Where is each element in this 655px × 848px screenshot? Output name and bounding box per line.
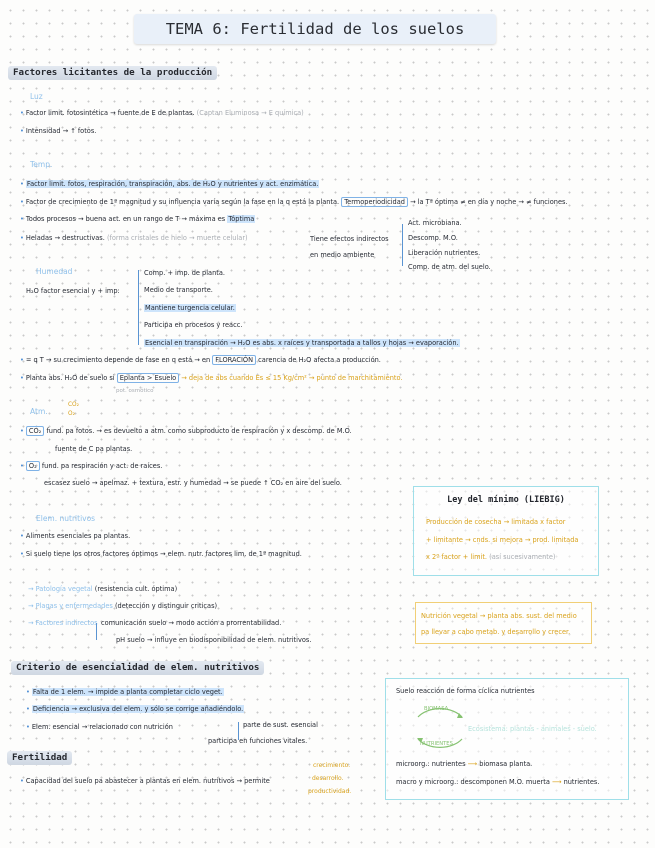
atm-co2-line: • CO₂ fund. pa fotos. → es devuelto a atm. como subproducto de respiración y x descomp. de M.O. (20, 428, 352, 435)
humedad-abs-sub: pot. osmótico (116, 388, 154, 394)
criterio-line-2: • Deficiencia → exclusiva del elem. y sólo se corrige añadiéndolo. (26, 706, 244, 713)
otros-line-3a: comunicación suelo → modo acción a prorrentabilidad. (101, 619, 282, 627)
fertilidad-out-2: desarrollo. (312, 775, 344, 782)
temp-efecto-3: Liberación nutrientes. (408, 249, 481, 257)
luz-line-1: • Factor limit. fotosintética → fuente de E de plantas. (Captan Eluminosa → E química) (20, 110, 304, 117)
temp-line-4: • Heladas → destructivas. (forma cristales de hielo → muerte celular) (20, 235, 248, 242)
temp-efectos-label-1: Tiene efectos indirectos (310, 235, 389, 243)
temp-efectos-label-2: en medio ambiente (310, 251, 375, 259)
section-header-criterio: Criterio de esencialidad de elem. nutritivos (11, 661, 264, 675)
cycle-top-label: BIOMASA (424, 706, 449, 712)
temp-efecto-4: Comp. de atm. del suelo. (408, 263, 491, 271)
nutricion-line-1: Nutrición vegetal → planta abs. sust. del medio (421, 612, 577, 620)
temp-line-3: • Todos procesos → buena act. en un rango de T → máxima es Tóptima (20, 216, 255, 223)
ciclo-line-2: microorg.: nutrientes ⟶ biomasa planta. (396, 760, 533, 768)
otros-line-1: → Patología vegetal (resistencia cult. óptima) (28, 585, 178, 593)
ley-minimo-panel (413, 486, 599, 576)
section-header-factores: Factores licitantes de la producción (8, 66, 217, 80)
temp-line-1: • Factor limit. fotos, respiración, transpiración, abs. de H₂O y nutrientes y act. enzimática. (20, 181, 319, 188)
atm-o2: O₂ (68, 411, 75, 417)
section-header-fertilidad: Fertilidad (7, 751, 72, 765)
atm-heading: Atm. (30, 407, 48, 416)
humedad-item-3: Mantiene turgencia celular. (145, 304, 235, 312)
nutrientes-line-2: • Si suelo tiene los otros factores óptimos → elem. nutr. factores lim. de 1ª magnitud. (20, 551, 302, 558)
temp-heading: Temp. (30, 160, 53, 169)
ciclo-panel (385, 678, 629, 800)
ley-minimo-title: Ley del mínimo (LIEBIG) (447, 495, 565, 505)
fertilidad-out-3: productividad. (308, 788, 352, 795)
humedad-lead: H₂O factor esencial y + imp: (26, 287, 120, 295)
luz-line-2: • Intensidad → ↑ fotos. (20, 128, 96, 135)
ciclo-line-1: Suelo reacción de forma cíclica nutrientes (396, 687, 535, 695)
otros-line-3b: pH suelo → influye en biodisponibilidad de elem. nutritivos. (116, 636, 312, 644)
otros-line-2: → Plagas y enfermedades (detección y distinguir criticas) (28, 602, 218, 610)
luz-heading: Luz (30, 92, 43, 101)
ley-minimo-line-2: + limitante → cnds. si mejora → prod. limitada (426, 536, 579, 544)
humedad-heading: Humedad (36, 267, 73, 276)
atm-o2-line-2: escasez suelo → apelmaz. + textura, estr. y humedad → se puede ↑ CO₂ en aire del suelo. (44, 479, 342, 487)
criterio-line-3b2: participa en funciones vitales. (208, 737, 308, 745)
ley-minimo-line-1: Producción de cosecha → limitada x factor (426, 518, 566, 526)
humedad-floracion-line: • = q T → su crecimiento depende de fase en q está → en FLORACIÓN carencia de H₂O afecta a producción. (20, 357, 381, 364)
fertilidad-out-1: crecimiento. (313, 762, 351, 769)
nutrientes-line-1: • Aliments esenciales pa plantas. (20, 533, 130, 540)
page-title: TEMA 6: Fertilidad de los suelos (134, 14, 496, 44)
nutricion-line-2: pa llevar a cabo metab. y desarrollo y crecer. (421, 628, 571, 636)
fertilidad-line-1: • Capacidad del suelo pa abastecer a plantas en elem. nutritivos → permite (20, 778, 270, 785)
atm-co2-line-2: fuente de C pa plantas. (55, 445, 133, 453)
humedad-item-1: Comp. + imp. de planta. (144, 269, 225, 277)
cycle-bottom-label: NUTRIENTES (420, 741, 453, 747)
ciclo-eco: Ecosistema: plantas - animales - suelo. (468, 725, 597, 733)
criterio-line-3b1: parte de sust. esencial (243, 721, 318, 729)
ley-minimo-line-3: x 2º factor + limit. (así sucesivamente) (426, 553, 556, 561)
criterio-line-3: • Elem. esencial → relacionado con nutrición (26, 724, 173, 731)
otros-line-3: → Factores indirectos (28, 619, 98, 627)
temp-line-2: • Factor de crecimiento de 1ª magnitud y su influencia varía según la fase en la q está la planta. Termoperiodicidad → la Tª óptima ≠ en día y noche → ≠ funciones. (20, 199, 568, 206)
ciclo-line-3: macro y microorg.: descomponen M.O. muerta ⟶ nutrientes. (396, 778, 600, 786)
nutricion-vegetal-panel (415, 602, 592, 644)
temp-efecto-1: Act. microbiana. (408, 219, 462, 227)
atm-o2-line: • O₂ fund. pa respiración y act. de raíces. (20, 463, 162, 470)
atm-co2: CO₂ (68, 402, 79, 408)
nutrientes-heading: Elem. nutritivos (36, 514, 96, 523)
humedad-item-5: Esencial en transpiración → H₂O es abs. x raíces y transportada a tallos y hojas → evaporación. (145, 339, 459, 347)
criterio-line-1: • Falta de 1 elem. → impide a planta completar ciclo veget. (26, 689, 224, 696)
humedad-abs-line: • Planta abs. H₂O de suelo si Eplanta > Esuelo → deja de abs cuando Es ≤ 15 Kg/cm² → punto de marchitamiento. (20, 375, 403, 382)
temp-efecto-2: Descomp. M.O. (408, 234, 458, 242)
humedad-item-2: Medio de transporte. (144, 286, 213, 294)
humedad-item-4: Participa en procesos y reacc. (144, 321, 243, 329)
